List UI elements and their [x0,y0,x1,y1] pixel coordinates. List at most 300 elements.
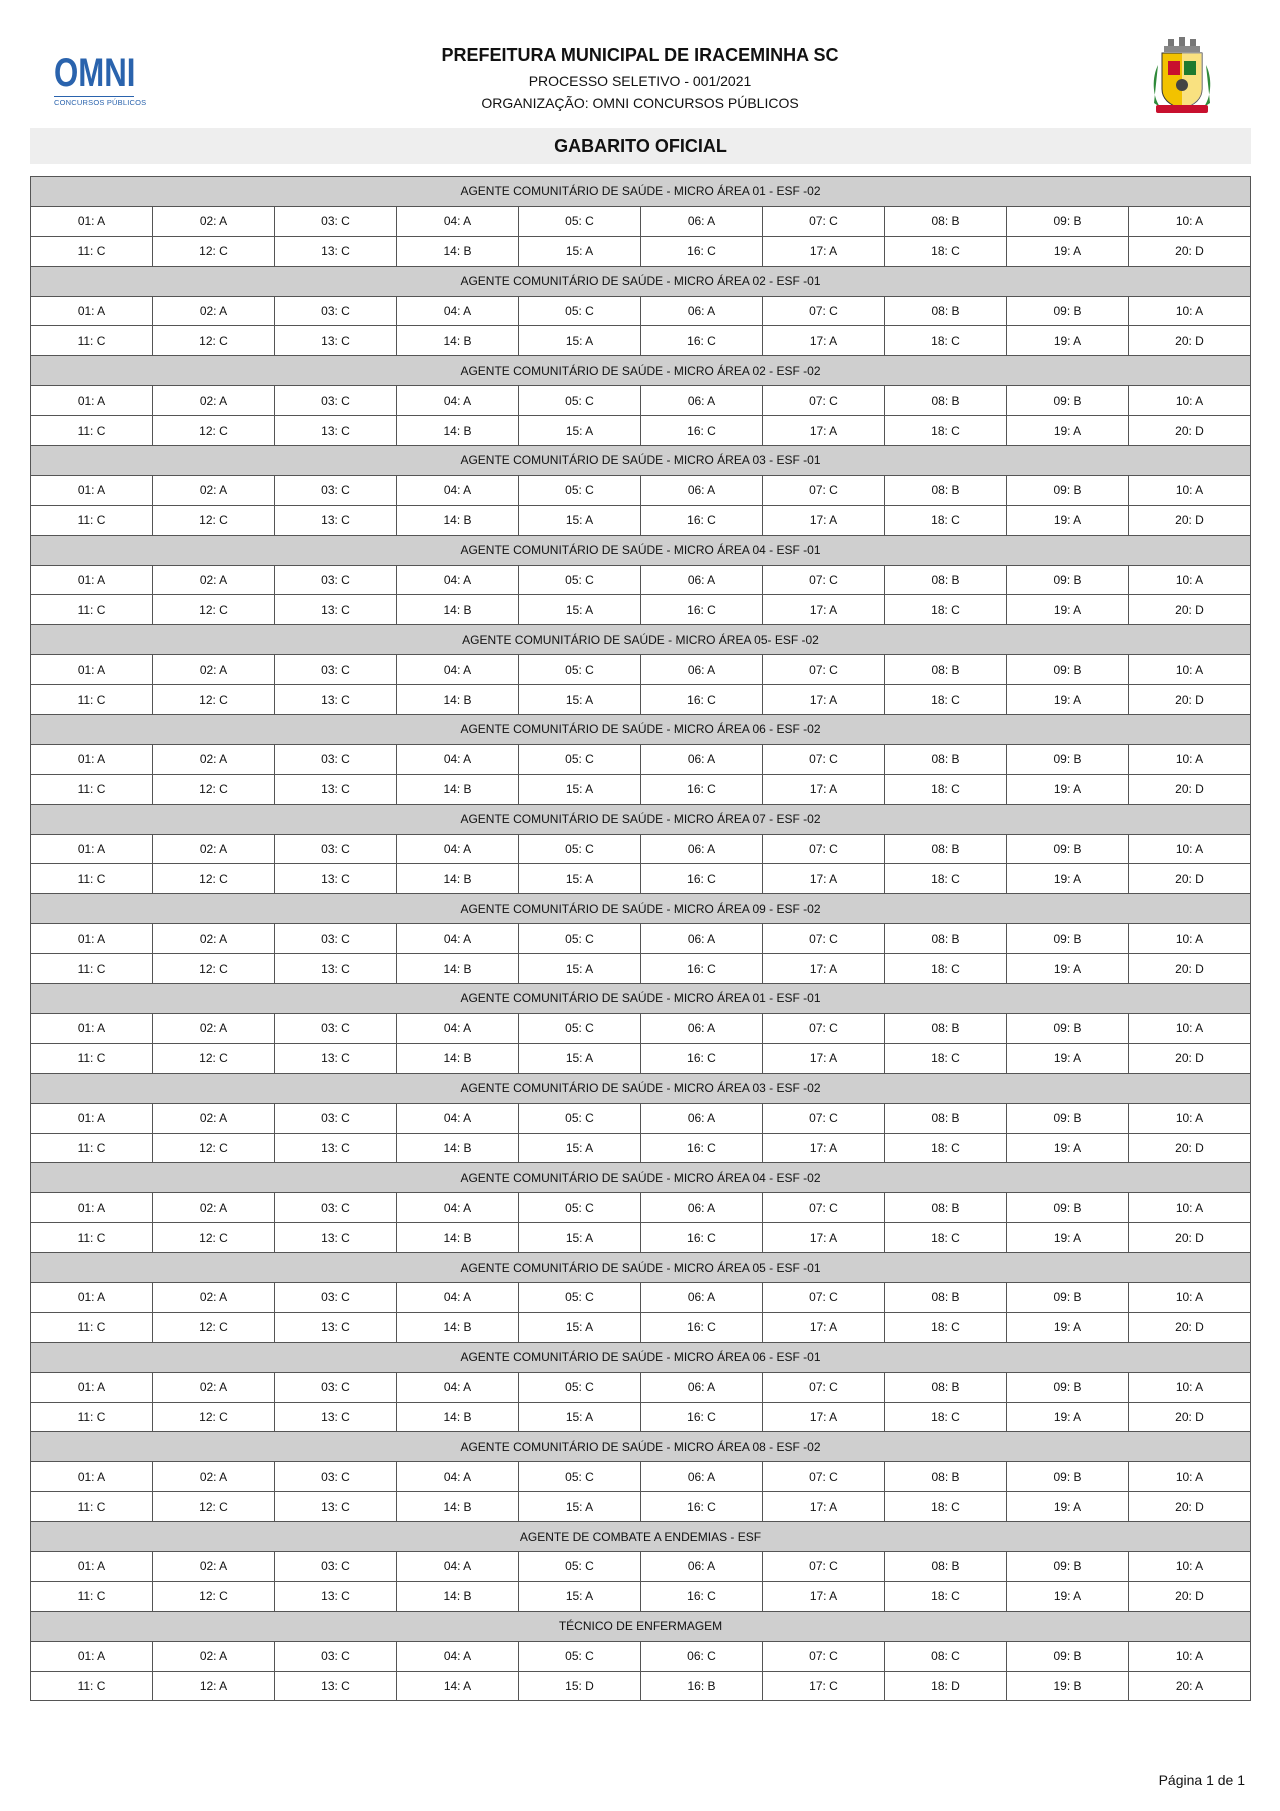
answer-cell: 07: C [763,296,885,326]
answer-cell: 13: C [275,685,397,715]
answer-cell: 12: C [153,416,275,446]
answer-cell: 17: A [763,505,885,535]
answer-cell: 19: A [1007,1581,1129,1611]
answer-cell: 09: B [1007,1193,1129,1223]
answer-cell: 18: C [885,685,1007,715]
answer-cell: 10: A [1129,1282,1251,1312]
answer-cell: 19: A [1007,236,1129,266]
answer-cell: 20: D [1129,505,1251,535]
answer-cell: 15: A [519,685,641,715]
answer-cell: 16: C [641,1581,763,1611]
section-title: AGENTE COMUNITÁRIO DE SAÚDE - MICRO ÁREA 06 - ESF -01 [31,1342,1251,1372]
answer-cell: 14: B [397,505,519,535]
answer-row [31,386,1251,416]
answer-cell: 11: C [31,1043,153,1073]
section-header-row [31,984,1251,1014]
answer-cell: 10: A [1129,1551,1251,1581]
answer-cell: 10: A [1129,924,1251,954]
process-label: PROCESSO SELETIVO - 001/2021 [528,73,752,89]
answer-cell: 07: C [763,1551,885,1581]
answer-cell: 10: A [1129,1193,1251,1223]
answer-cell: 18: C [885,1043,1007,1073]
section-header-row [31,1073,1251,1103]
answer-cell: 02: A [153,744,275,774]
answer-cell: 06: A [641,744,763,774]
answer-cell: 02: A [153,1103,275,1133]
answer-cell: 09: B [1007,206,1129,236]
answer-cell: 17: A [763,1402,885,1432]
answer-row [31,1133,1251,1163]
section-header-row [31,177,1251,207]
answer-cell: 01: A [31,1372,153,1402]
answer-cell: 08: B [885,386,1007,416]
answer-cell: 15: A [519,1402,641,1432]
answer-cell: 16: C [641,1492,763,1522]
answer-cell: 06: A [641,1282,763,1312]
answer-cell: 11: C [31,774,153,804]
answer-cell: 13: C [275,326,397,356]
answer-row [31,505,1251,535]
answer-row [31,655,1251,685]
answer-cell: 20: D [1129,236,1251,266]
answer-cell: 07: C [763,565,885,595]
answer-row [31,1402,1251,1432]
answer-cell: 09: B [1007,296,1129,326]
answer-cell: 09: B [1007,1462,1129,1492]
answer-cell: 08: B [885,655,1007,685]
answer-row [31,475,1251,505]
answer-cell: 16: B [641,1671,763,1701]
answer-cell: 18: C [885,236,1007,266]
answer-cell: 15: A [519,1043,641,1073]
answer-row [31,744,1251,774]
section-title: AGENTE COMUNITÁRIO DE SAÚDE - MICRO ÁREA 07 - ESF -02 [31,804,1251,834]
answer-cell: 20: D [1129,1312,1251,1342]
answer-cell: 18: C [885,416,1007,446]
answer-cell: 10: A [1129,1103,1251,1133]
answer-row [31,954,1251,984]
answer-cell: 05: C [519,475,641,505]
answer-cell: 14: B [397,1223,519,1253]
answer-cell: 13: C [275,595,397,625]
answer-cell: 16: C [641,1223,763,1253]
answer-cell: 19: A [1007,326,1129,356]
answer-cell: 15: A [519,864,641,894]
answer-cell: 11: C [31,1312,153,1342]
answer-cell: 17: A [763,1312,885,1342]
section-header-row [31,535,1251,565]
answer-cell: 09: B [1007,1372,1129,1402]
section-title: AGENTE COMUNITÁRIO DE SAÚDE - MICRO ÁREA 05- ESF -02 [31,625,1251,655]
answer-cell: 16: C [641,595,763,625]
answer-cell: 10: A [1129,206,1251,236]
answer-cell: 20: D [1129,685,1251,715]
answer-cell: 09: B [1007,565,1129,595]
section-title: AGENTE COMUNITÁRIO DE SAÚDE - MICRO ÁREA 01 - ESF -01 [31,984,1251,1014]
answer-cell: 01: A [31,206,153,236]
answer-cell: 20: D [1129,954,1251,984]
answer-cell: 05: C [519,206,641,236]
answer-row [31,1671,1251,1701]
answer-cell: 11: C [31,1492,153,1522]
section-title: AGENTE COMUNITÁRIO DE SAÚDE - MICRO ÁREA 05 - ESF -01 [31,1253,1251,1283]
answer-cell: 20: D [1129,1581,1251,1611]
answer-cell: 18: D [885,1671,1007,1701]
logo-word: OMNI [54,51,136,95]
section-title: AGENTE COMUNITÁRIO DE SAÚDE - MICRO ÁREA 02 - ESF -01 [31,266,1251,296]
answer-cell: 07: C [763,744,885,774]
answer-cell: 08: B [885,1282,1007,1312]
answer-cell: 06: A [641,834,763,864]
answer-cell: 01: A [31,1462,153,1492]
answer-cell: 03: C [275,1013,397,1043]
answer-cell: 06: C [641,1641,763,1671]
answer-cell: 01: A [31,1193,153,1223]
answer-cell: 14: B [397,954,519,984]
answer-cell: 14: B [397,236,519,266]
answer-cell: 06: A [641,924,763,954]
answer-cell: 02: A [153,206,275,236]
answer-cell: 06: A [641,386,763,416]
answer-cell: 15: A [519,416,641,446]
answer-cell: 20: D [1129,326,1251,356]
answer-cell: 12: C [153,595,275,625]
answer-cell: 11: C [31,236,153,266]
answer-cell: 03: C [275,296,397,326]
answer-cell: 05: C [519,924,641,954]
section-title: TÉCNICO DE ENFERMAGEM [31,1611,1251,1641]
answer-cell: 13: C [275,954,397,984]
answer-cell: 16: C [641,416,763,446]
answer-cell: 02: A [153,475,275,505]
section-title: AGENTE COMUNITÁRIO DE SAÚDE - MICRO ÁREA 06 - ESF -02 [31,715,1251,745]
answer-cell: 01: A [31,1013,153,1043]
answer-cell: 20: D [1129,595,1251,625]
answer-cell: 18: C [885,864,1007,894]
answer-cell: 04: A [397,1462,519,1492]
answer-cell: 10: A [1129,744,1251,774]
answer-cell: 16: C [641,685,763,715]
answer-cell: 01: A [31,296,153,326]
answer-row [31,595,1251,625]
answer-cell: 03: C [275,1282,397,1312]
answer-cell: 15: A [519,774,641,804]
answer-cell: 09: B [1007,924,1129,954]
section-title: AGENTE COMUNITÁRIO DE SAÚDE - MICRO ÁREA 08 - ESF -02 [31,1432,1251,1462]
answer-cell: 14: B [397,685,519,715]
answer-cell: 20: D [1129,864,1251,894]
answer-cell: 01: A [31,1103,153,1133]
answer-cell: 09: B [1007,744,1129,774]
answer-cell: 03: C [275,386,397,416]
answer-cell: 15: A [519,1581,641,1611]
section-header-row [31,1253,1251,1283]
answer-cell: 06: A [641,475,763,505]
answer-cell: 05: C [519,1462,641,1492]
answer-cell: 15: A [519,954,641,984]
answer-cell: 08: B [885,1193,1007,1223]
answer-cell: 06: A [641,565,763,595]
answer-cell: 02: A [153,1282,275,1312]
answer-cell: 18: C [885,954,1007,984]
answer-cell: 10: A [1129,1013,1251,1043]
answer-cell: 11: C [31,685,153,715]
answer-row [31,1581,1251,1611]
answer-cell: 07: C [763,655,885,685]
answer-cell: 19: A [1007,1492,1129,1522]
answer-cell: 02: A [153,1193,275,1223]
answer-cell: 13: C [275,774,397,804]
answer-cell: 12: C [153,954,275,984]
answer-cell: 08: B [885,1551,1007,1581]
answer-cell: 16: C [641,1312,763,1342]
answer-cell: 11: C [31,595,153,625]
logo-subtext: CONCURSOS PÚBLICOS [54,98,147,107]
answer-cell: 15: A [519,595,641,625]
answer-cell: 16: C [641,326,763,356]
answer-row [31,1462,1251,1492]
answer-cell: 14: B [397,1312,519,1342]
answer-cell: 17: A [763,1492,885,1522]
answer-row [31,296,1251,326]
answer-cell: 10: A [1129,1641,1251,1671]
answer-row [31,1043,1251,1073]
section-title: AGENTE COMUNITÁRIO DE SAÚDE - MICRO ÁREA 02 - ESF -02 [31,356,1251,386]
answer-cell: 15: A [519,236,641,266]
answer-cell: 06: A [641,206,763,236]
answer-cell: 03: C [275,744,397,774]
answer-row [31,1551,1251,1581]
answer-row [31,206,1251,236]
answer-cell: 17: A [763,685,885,715]
answer-cell: 16: C [641,1133,763,1163]
answer-cell: 11: C [31,1402,153,1432]
answer-row [31,924,1251,954]
page-header [30,30,1250,125]
answer-cell: 11: C [31,326,153,356]
answer-cell: 04: A [397,1013,519,1043]
answer-cell: 12: C [153,1312,275,1342]
answer-cell: 12: C [153,1133,275,1163]
answer-cell: 19: B [1007,1671,1129,1701]
section-header-row [31,804,1251,834]
section-header-row [31,1432,1251,1462]
answer-cell: 10: A [1129,655,1251,685]
answer-cell: 04: A [397,1372,519,1402]
answer-cell: 18: C [885,1133,1007,1163]
answer-cell: 03: C [275,1372,397,1402]
answer-cell: 07: C [763,834,885,864]
answer-cell: 03: C [275,1551,397,1581]
answer-cell: 12: C [153,864,275,894]
answer-cell: 14: B [397,1492,519,1522]
answer-cell: 17: A [763,1223,885,1253]
answer-cell: 04: A [397,1103,519,1133]
answer-cell: 17: A [763,326,885,356]
answer-row [31,1641,1251,1671]
section-title: AGENTE COMUNITÁRIO DE SAÚDE - MICRO ÁREA 04 - ESF -01 [31,535,1251,565]
answer-cell: 02: A [153,1551,275,1581]
answer-cell: 13: C [275,864,397,894]
answer-cell: 04: A [397,655,519,685]
answer-cell: 09: B [1007,1551,1129,1581]
answer-cell: 05: C [519,1013,641,1043]
answer-cell: 15: A [519,505,641,535]
answer-cell: 17: A [763,1581,885,1611]
answer-cell: 04: A [397,386,519,416]
answer-cell: 17: C [763,1671,885,1701]
answer-cell: 06: A [641,655,763,685]
answer-cell: 01: A [31,386,153,416]
section-header-row [31,446,1251,476]
answer-cell: 18: C [885,326,1007,356]
answer-cell: 14: B [397,1581,519,1611]
answer-cell: 16: C [641,1043,763,1073]
answer-cell: 20: D [1129,1043,1251,1073]
answer-cell: 12: C [153,1043,275,1073]
answer-cell: 13: C [275,1492,397,1522]
answer-cell: 15: A [519,326,641,356]
answer-cell: 04: A [397,565,519,595]
answer-cell: 19: A [1007,505,1129,535]
answer-cell: 04: A [397,475,519,505]
answer-cell: 01: A [31,924,153,954]
answer-cell: 13: C [275,1133,397,1163]
answer-cell: 19: A [1007,1133,1129,1163]
answer-cell: 14: B [397,326,519,356]
answer-cell: 09: B [1007,1103,1129,1133]
answer-cell: 03: C [275,655,397,685]
answer-cell: 11: C [31,1133,153,1163]
answer-cell: 14: A [397,1671,519,1701]
answer-cell: 11: C [31,1581,153,1611]
answer-cell: 11: C [31,416,153,446]
answer-cell: 18: C [885,1581,1007,1611]
answer-cell: 12: C [153,1402,275,1432]
answer-cell: 02: A [153,1641,275,1671]
answer-cell: 19: A [1007,1223,1129,1253]
answer-key-table [30,176,1251,1701]
answer-row [31,1372,1251,1402]
answer-cell: 15: D [519,1671,641,1701]
answer-cell: 07: C [763,475,885,505]
answer-cell: 17: A [763,954,885,984]
answer-cell: 19: A [1007,685,1129,715]
answer-cell: 08: B [885,565,1007,595]
answer-cell: 03: C [275,1462,397,1492]
answer-cell: 06: A [641,296,763,326]
answer-cell: 14: B [397,864,519,894]
answer-cell: 03: C [275,1103,397,1133]
answer-cell: 12: A [153,1671,275,1701]
answer-cell: 08: B [885,206,1007,236]
answer-cell: 01: A [31,834,153,864]
answer-cell: 13: C [275,1312,397,1342]
answer-cell: 06: A [641,1372,763,1402]
answer-cell: 18: C [885,774,1007,804]
answer-cell: 03: C [275,565,397,595]
answer-cell: 09: B [1007,655,1129,685]
answer-cell: 05: C [519,565,641,595]
answer-cell: 12: C [153,1223,275,1253]
answer-cell: 04: A [397,1282,519,1312]
answer-cell: 02: A [153,924,275,954]
answer-cell: 17: A [763,1043,885,1073]
answer-cell: 06: A [641,1193,763,1223]
answer-cell: 19: A [1007,1043,1129,1073]
answer-cell: 08: B [885,475,1007,505]
answer-cell: 10: A [1129,296,1251,326]
answer-cell: 06: A [641,1462,763,1492]
answer-cell: 07: C [763,1282,885,1312]
answer-cell: 07: C [763,924,885,954]
answer-cell: 07: C [763,1372,885,1402]
section-title: AGENTE COMUNITÁRIO DE SAÚDE - MICRO ÁREA 01 - ESF -02 [31,177,1251,207]
answer-row [31,1013,1251,1043]
answer-cell: 20: D [1129,416,1251,446]
answer-row [31,1193,1251,1223]
answer-cell: 05: C [519,1103,641,1133]
answer-cell: 08: B [885,296,1007,326]
answer-cell: 15: A [519,1223,641,1253]
answer-cell: 05: C [519,834,641,864]
answer-cell: 08: B [885,924,1007,954]
answer-cell: 09: B [1007,1641,1129,1671]
answer-cell: 08: B [885,1103,1007,1133]
answer-cell: 10: A [1129,565,1251,595]
answer-cell: 09: B [1007,1013,1129,1043]
answer-cell: 08: B [885,1372,1007,1402]
answer-cell: 18: C [885,505,1007,535]
section-header-row [31,266,1251,296]
answer-cell: 03: C [275,1641,397,1671]
answer-cell: 02: A [153,834,275,864]
answer-cell: 14: B [397,416,519,446]
answer-row [31,1312,1251,1342]
answer-cell: 02: A [153,1013,275,1043]
answer-cell: 09: B [1007,834,1129,864]
answer-cell: 15: A [519,1133,641,1163]
answer-cell: 12: C [153,505,275,535]
answer-cell: 13: C [275,1043,397,1073]
answer-cell: 17: A [763,864,885,894]
answer-cell: 01: A [31,565,153,595]
answer-cell: 02: A [153,1372,275,1402]
answer-cell: 07: C [763,1641,885,1671]
answer-cell: 03: C [275,1193,397,1223]
answer-cell: 03: C [275,475,397,505]
answer-cell: 07: C [763,1103,885,1133]
answer-cell: 05: C [519,1551,641,1581]
answer-cell: 02: A [153,655,275,685]
answer-cell: 20: D [1129,1492,1251,1522]
answer-cell: 07: C [763,1462,885,1492]
answer-cell: 01: A [31,475,153,505]
section-title: AGENTE COMUNITÁRIO DE SAÚDE - MICRO ÁREA 09 - ESF -02 [31,894,1251,924]
answer-cell: 16: C [641,954,763,984]
answer-cell: 06: A [641,1013,763,1043]
answer-cell: 12: C [153,1492,275,1522]
header-titles [30,42,1250,114]
answer-cell: 06: A [641,1551,763,1581]
answer-row [31,834,1251,864]
answer-cell: 18: C [885,1223,1007,1253]
section-header-row [31,894,1251,924]
section-header-row [31,1342,1251,1372]
answer-cell: 13: C [275,1671,397,1701]
answer-cell: 10: A [1129,386,1251,416]
section-header-row [31,715,1251,745]
